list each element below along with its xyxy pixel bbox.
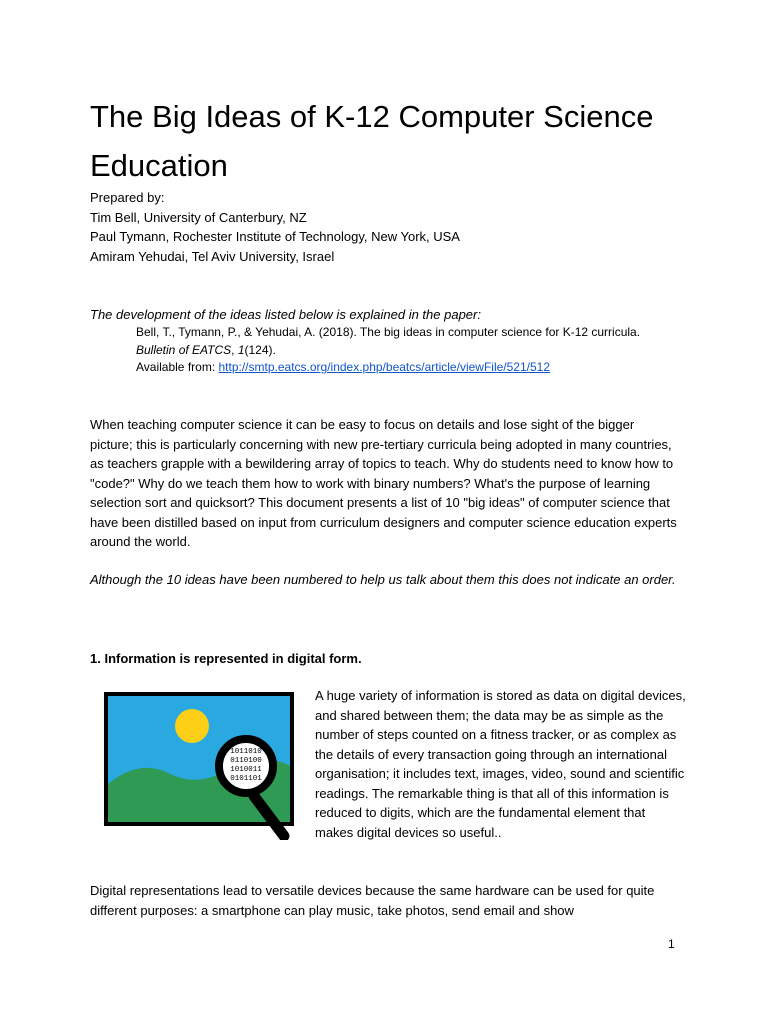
citation-line: Bell, T., Tymann, P., & Yehudai, A. (2018). The big ideas in computer science for K-12 curricula. <box>136 325 641 339</box>
paper-link[interactable]: http://smtp.eatcs.org/index.php/beatcs/article/viewFile/521/512 <box>218 360 550 374</box>
digital-representations-paragraph: Digital representations lead to versatile devices because the same hardware can be used for quite different purposes: a smartphone can play music, take photos, send email and show <box>90 883 655 918</box>
available-from-label: Available from: <box>136 360 219 374</box>
citation-issue: (124). <box>244 342 276 357</box>
citation-block <box>136 324 640 377</box>
author-line: Tim Bell, University of Canterbury, NZ <box>90 209 307 225</box>
section-heading-1: 1. Information is represented in digital form. <box>90 651 362 666</box>
citation-separator: , <box>231 342 238 357</box>
document-title: The Big Ideas of K-12 Computer Science Education <box>90 99 654 183</box>
page-number: 1 <box>668 937 675 951</box>
citation-volume: 1 <box>237 342 245 357</box>
paper-intro-line: The development of the ideas listed below is explained in the paper: <box>90 307 481 322</box>
citation-availability <box>136 359 640 377</box>
citation-journal-line <box>136 342 640 360</box>
numbering-note: Although the 10 ideas have been numbered to help us talk about them this does not indicate an order. <box>90 572 676 587</box>
binary-digits: 0110100 <box>230 757 262 765</box>
author-block <box>90 188 460 266</box>
intro-paragraph: When teaching computer science it can be easy to focus on details and lose sight of the bigger picture; this is particularly concerning with new pre-tertiary curricula being adopted in many countries, as teachers grapple with a bewildering array of topics to teach. Why do students need to know how to "code?" Why do we teach them how to work with binary numbers? What's the purpose of learning selection sort and quicksort? This document presents a list of 10 "big ideas" of computer science that have been distilled based on input from curriculum designers and computer science education experts around the world. <box>90 417 677 549</box>
author-line: Paul Tymann, Rochester Institute of Technology, New York, USA <box>90 229 460 244</box>
image-with-magnifier-binary-icon <box>100 688 300 840</box>
author-line: Amiram Yehudai, Tel Aviv University, Israel <box>90 248 335 264</box>
section-1-description: A huge variety of information is stored as data on digital devices, and shared between them; the data may be as simple as the number of steps counted on a fitness tracker, or as complex as the details of every transaction going through an international organisation; it includes text, images, video, sound and scientific readings. The remarkable thing is that all of this information is reduced to digits, which are the fundamental element that makes digital devices so useful.. <box>315 688 686 840</box>
binary-digits: 1011010 <box>230 748 262 756</box>
citation-journal: Bulletin of EATCS <box>136 342 232 357</box>
binary-digits: 0101101 <box>230 775 262 783</box>
sun-shape <box>175 709 209 743</box>
binary-digits: 1010011 <box>230 766 262 774</box>
prepared-by-label: Prepared by: <box>90 190 165 205</box>
